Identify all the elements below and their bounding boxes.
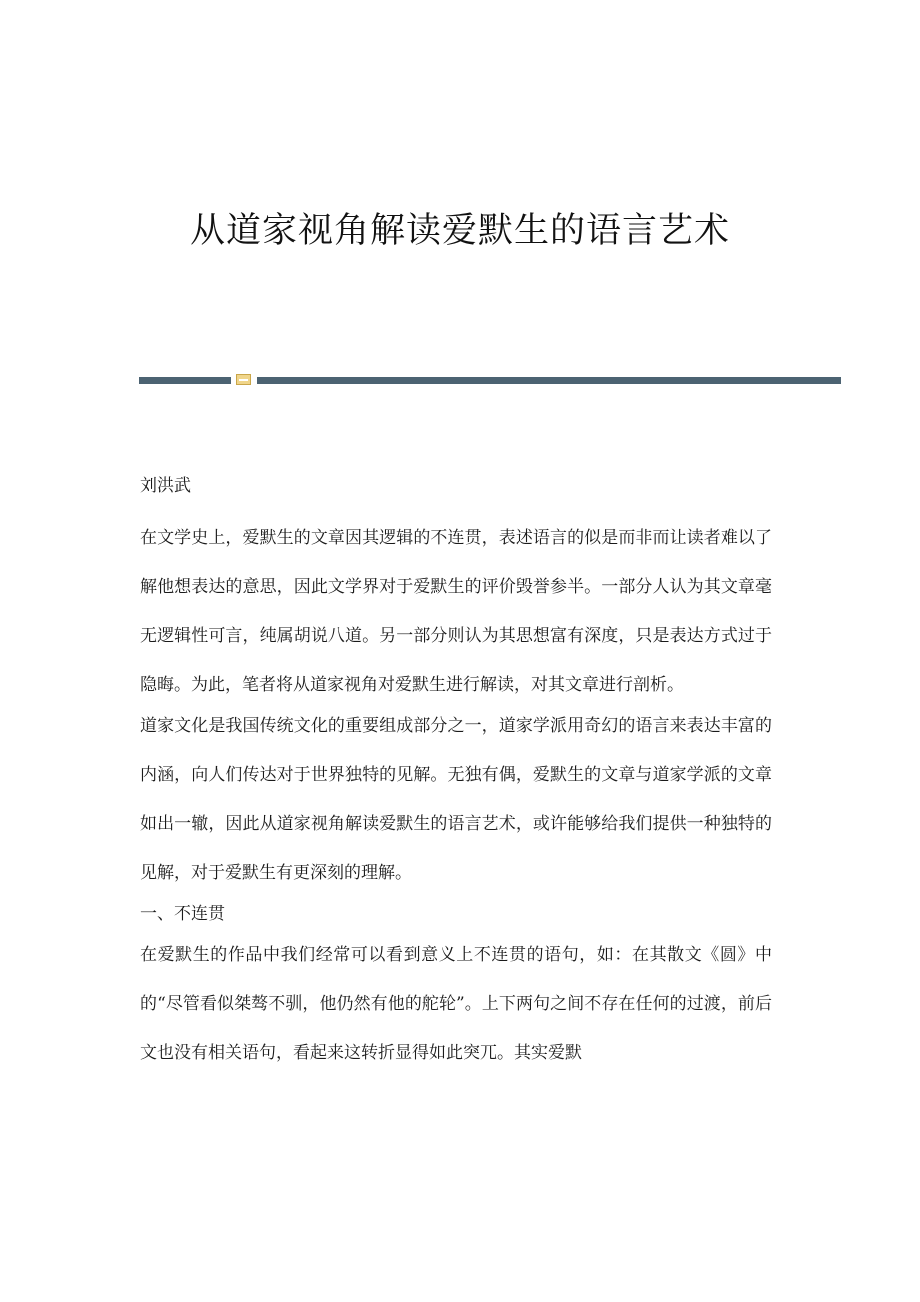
paragraph-taoism: 道家文化是我国传统文化的重要组成部分之一，道家学派用奇幻的语言来表达丰富的内涵，向人们传达对于世界独特的见解。无独有偶，爱默生的文章与道家学派的文章如出一辙，因此从道家视角解读爱默生的语言艺术，或许能够给我们提供一种独特的见解，对于爱默生有更深刻的理解。: [140, 716, 772, 883]
document-title: 从道家视角解读爱默生的语言艺术: [189, 211, 730, 251]
document-body: [140, 470, 772, 1076]
author-name: 刘洪武: [140, 476, 191, 496]
divider-left-bar: [139, 377, 231, 384]
divider-right-bar: [257, 377, 841, 384]
paragraph-intro: 在文学史上，爱默生的文章因其逻辑的不连贯，表述语言的似是而非而让读者难以了解他想表达的意思，因此文学界对于爱默生的评价毁誉参半。一部分人认为其文章毫无逻辑性可言，纯属胡说八道。另一部分则认为其思想富有深度，只是表达方式过于隐晦。为此，笔者将从道家视角对爱默生进行解读，对其文章进行剖析。: [140, 528, 772, 695]
section-heading: 一、不连贯: [140, 904, 225, 924]
title-divider: [139, 374, 841, 385]
divider-ornament-icon: [236, 374, 251, 385]
paragraph-incoherence: 在爱默生的作品中我们经常可以看到意义上不连贯的语句，如：在其散文《圆》中的“尽管看似桀骜不驯，他仍然有他的舵轮”。上下两句之间不存在任何的过渡，前后文也没有相关语句，看起来这转折显得如此突兀。其实爱默: [140, 945, 772, 1063]
